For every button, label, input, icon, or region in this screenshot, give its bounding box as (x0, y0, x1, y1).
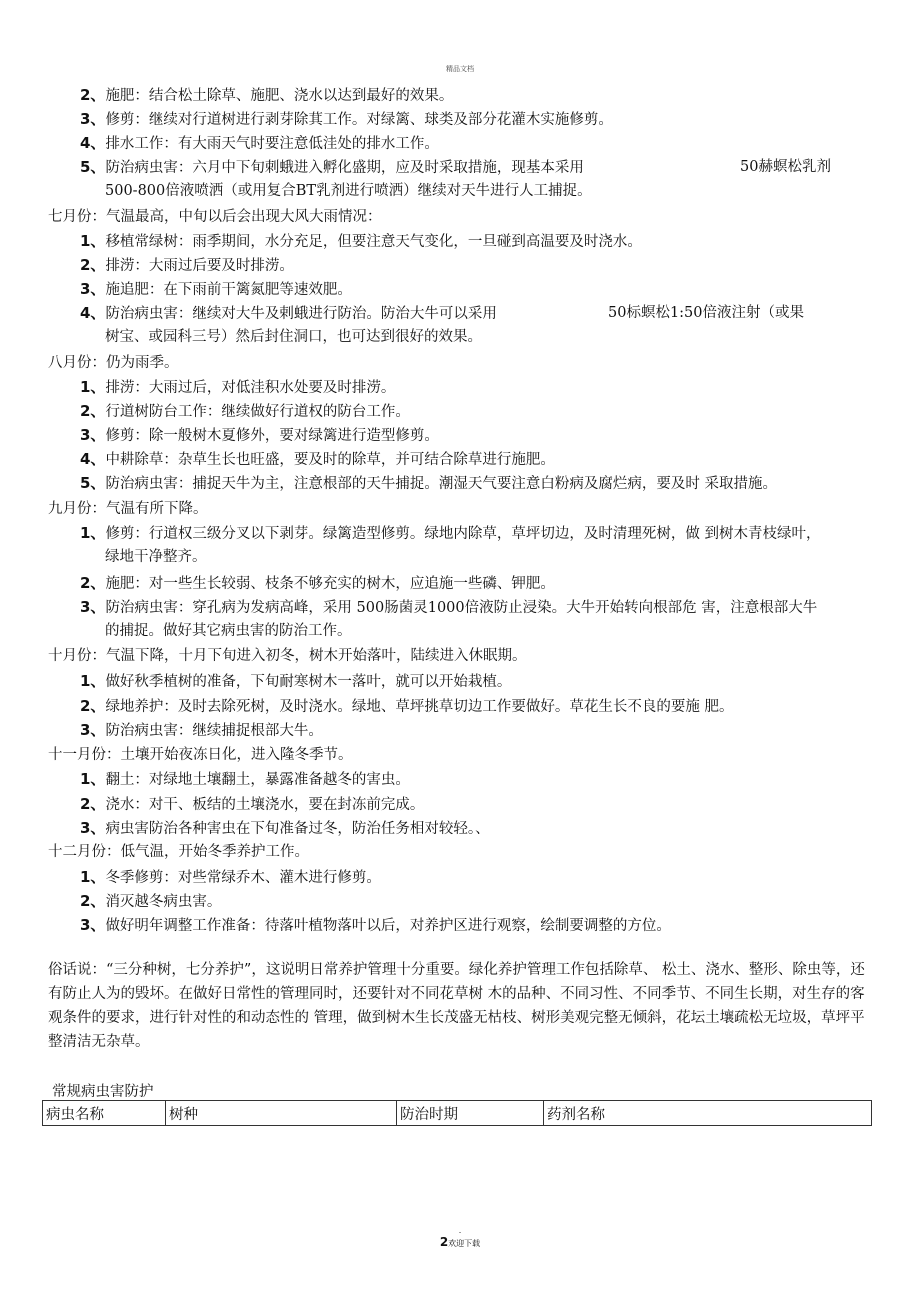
text-line (80, 280, 352, 299)
text-line (48, 746, 353, 764)
text-line (105, 622, 352, 640)
text-line (80, 524, 821, 543)
line-text: 十月份：气温下降，十月下旬进入初冬，树木开始落叶，陆续进入休眠期。 (48, 648, 527, 664)
item-number: 2、 (80, 256, 106, 274)
line-text: 施肥：对一些生长较弱、枝条不够充实的树木，应追施一些磷、钾肥。 (105, 576, 555, 592)
text-line (80, 134, 439, 153)
line-text: 做好明年调整工作准备：待落叶植物落叶以后，对养护区进行观察，绘制要调整的方位。 (105, 918, 671, 934)
line-text: 修剪：行道权三级分叉以下剥芽。绿篱造型修剪。绿地内除草，草坪切边，及时清理死树，做 到树木青枝绿叶， (105, 526, 821, 542)
text-line (80, 574, 555, 593)
line-text: 的捕捉。做好其它病虫害的防治工作。 (105, 623, 352, 639)
text-line (80, 770, 410, 789)
text-line (80, 721, 323, 740)
table-title: 常规病虫害防护 (52, 1084, 154, 1100)
page-footer (0, 1226, 920, 1249)
item-number: 2、 (80, 574, 106, 592)
header-cell-control-period: 防治时期 (397, 1101, 544, 1126)
text-line (80, 892, 221, 911)
item-number: 3、 (80, 280, 106, 298)
text-line (80, 672, 511, 691)
item-number: 3、 (80, 426, 106, 444)
text-line (48, 843, 309, 861)
text-line (80, 598, 817, 617)
item-number: 1、 (80, 524, 106, 542)
item-number: 5、 (80, 158, 106, 176)
item-number: 3、 (80, 916, 106, 934)
line-text: 十二月份：低气温，开始冬季养护工作。 (48, 844, 309, 860)
line-right-text: 50标螟松1:50倍液注射（或果 (608, 305, 805, 321)
line-text: 防治病虫害：继续对大牛及剌蛾进行防治。防治大牛可以采用 (105, 306, 497, 322)
text-line (80, 474, 777, 493)
text-line (80, 110, 613, 129)
line-text: 防治病虫害：穿孔病为发病高峰，采用 500肠菌灵1000倍液防止浸染。大牛开始转向根部危 害，注意根部大牛 (105, 600, 818, 616)
item-number: 1、 (80, 232, 106, 250)
text-line (80, 304, 497, 323)
header-cell-chemical-name: 药剂名称 (544, 1101, 872, 1126)
line-text: 树宝、或园科三号）然后封住洞口，也可达到很好的效果。 (105, 329, 482, 345)
line-text: 施追肥：在下雨前干篱氮肥等速效肥。 (105, 282, 352, 298)
footer-text: 欢迎下载 (448, 1239, 481, 1248)
item-number: 1、 (80, 770, 106, 788)
text-line (80, 426, 439, 445)
line-text: 浇水：对干、板结的土壤浇水，要在封冻前完成。 (105, 797, 425, 813)
text-line (48, 208, 382, 226)
line-text: 排涝：大雨过后，对低洼积水处要及时排涝。 (105, 380, 396, 396)
line-text: 八月份：仍为雨季。 (48, 355, 179, 371)
text-line (80, 697, 734, 716)
line-text: 修剪：除一般树木夏修外，要对绿篱进行造型修剪。 (105, 428, 439, 444)
line-text: 防治病虫害：继续捕捉根部大牛。 (105, 723, 323, 739)
text-line (80, 795, 424, 814)
item-number: 3、 (80, 110, 106, 128)
line-text: 修剪：继续对行道树进行剥芽除萁工作。对绿篱、球类及部分花灌木实施修剪。 (105, 112, 613, 128)
line-text: 十一月份：土壤开始夜冻日化，进入隆冬季节。 (48, 747, 353, 763)
text-line (48, 647, 527, 665)
item-number: 2、 (80, 795, 106, 813)
line-text: 排水工作：有大雨天气时要注意低洼处的排水工作。 (105, 136, 439, 152)
line-text: 排涝：大雨过后要及时排涝。 (105, 258, 294, 274)
text-line (105, 328, 482, 346)
line-right-text: 50赫螟松乳剂 (740, 159, 831, 175)
item-number: 5、 (80, 474, 106, 492)
page-number: 2 (439, 1235, 449, 1249)
line-text: 防治病虫害：捕捉天牛为主，注意根部的天牛捕捉。潮湿天气要注意白粉病及腐烂病，要及时 采取措施。 (105, 476, 778, 492)
item-number: 1、 (80, 868, 106, 886)
item-number: 1、 (80, 378, 106, 396)
line-text: 移植常绿树：雨季期间，水分充足，但要注意天气变化，一旦碰到高温要及时浇水。 (105, 234, 642, 250)
line-text: 七月份：气温最高，中旬以后会出现大风大雨情况： (48, 209, 382, 225)
line-text: 绿地养护：及时去除死树，及时浇水。绿地、草坪挑草切边工作要做好。草花生长不良的要施 肥。 (105, 699, 734, 715)
line-text: 九月份：气温有所下降。 (48, 501, 208, 517)
item-number: 4、 (80, 134, 106, 152)
line-text: 中耕除草：杂草生长也旺盛，要及时的除草，并可结合除草进行施肥。 (105, 452, 555, 468)
text-line (80, 450, 555, 469)
text-line (80, 158, 584, 177)
text-line (80, 86, 453, 105)
text-line (48, 354, 179, 372)
text-line (80, 256, 294, 275)
item-number: 2、 (80, 697, 106, 715)
item-number: 4、 (80, 304, 106, 322)
line-text: 绿地干净整齐。 (105, 549, 207, 565)
line-text: 病虫害防治各种害虫在下旬准备过冬，防治任务相对较轻。、 (105, 821, 490, 837)
item-number: 3、 (80, 721, 106, 739)
item-number: 3、 (80, 819, 106, 837)
header-cell-pest-name: 病虫名称 (43, 1101, 166, 1126)
pest-control-table (42, 1100, 872, 1126)
line-text: 施肥：结合松土除草、施肥、浇水以达到最好的效果。 (105, 88, 454, 104)
item-number: 4、 (80, 450, 106, 468)
line-text: 防治病虫害：六月中下旬刺蛾进入孵化盛期，应及时采取措施，现基本采用 (105, 160, 584, 176)
line-text: 500-800倍液喷洒（或用复合BT乳剂进行喷洒）继续对天牛进行人工捕捉。 (105, 183, 592, 199)
text-line (105, 182, 592, 200)
item-number: 1、 (80, 672, 106, 690)
text-line (80, 868, 381, 887)
summary-paragraph: 俗话说：“三分种树，七分养护”，这说明日常养护管理十分重要。绿化养护管理工作包括除草、 松土、浇水、整形、除虫等，还有防止人为的毁坏。在做好日常性的管理同时，还要针对不同花草树 木的品种、不同习性、不同季节、不同生长期，对生存的客观条件的要求，进行针对性的和动态性的 管理，做到树木生长茂盛无枯枝、树形美观完整无倾斜，花坛土壤疏松无垃圾，草坪平整清洁无杂草。 (48, 962, 865, 1050)
line-text: 消灭越冬病虫害。 (105, 894, 222, 910)
item-number: 3、 (80, 598, 106, 616)
line-text: 冬季修剪：对些常绿乔木、灌木进行修剪。 (105, 870, 381, 886)
text-line (80, 819, 490, 838)
item-number: 2、 (80, 86, 106, 104)
line-text: 做好秋季植树的准备，下旬耐寒树木一落叶，就可以开始栽植。 (105, 674, 512, 690)
table-header-row (43, 1101, 872, 1126)
footer-dot: . (458, 1226, 462, 1235)
text-line (105, 548, 207, 566)
text-line (80, 402, 410, 421)
item-number: 2、 (80, 402, 106, 420)
line-text: 翻土：对绿地土壤翻土，暴露准备越冬的害虫。 (105, 772, 410, 788)
text-line (80, 916, 671, 935)
text-line (80, 232, 642, 251)
item-number: 2、 (80, 892, 106, 910)
header-cell-tree-species: 树种 (166, 1101, 397, 1126)
text-line (80, 378, 395, 397)
text-line (48, 500, 208, 518)
page-header-mark: 精品文档 (446, 65, 474, 73)
line-text: 行道树防台工作：继续做好行道权的防台工作。 (105, 404, 410, 420)
